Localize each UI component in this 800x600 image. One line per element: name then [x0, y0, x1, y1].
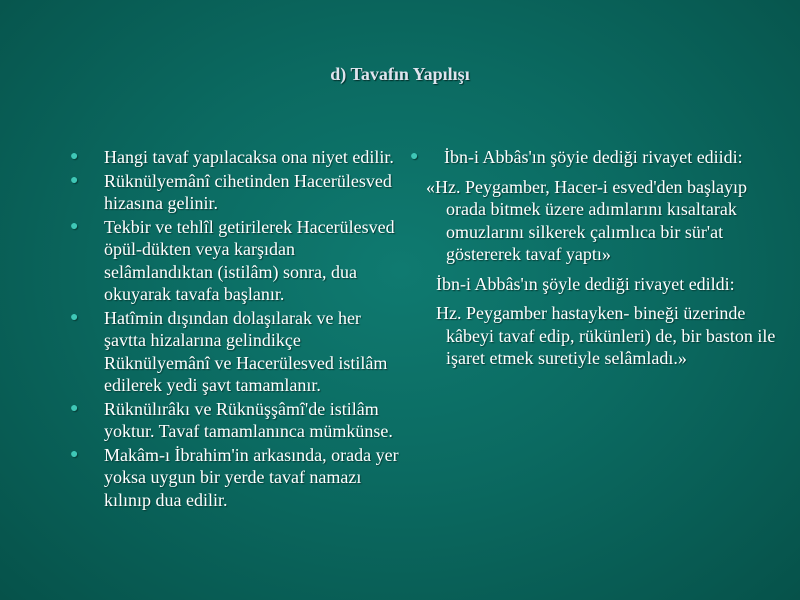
list-item — [70, 307, 400, 397]
left-column — [70, 146, 400, 512]
slide-title: d) Tavafın Yapılışı — [330, 64, 470, 84]
bullet-icon: ● — [70, 149, 79, 164]
list-item-text: Hangi tavaf yapılacaksa ona niyet edilir. — [104, 147, 394, 167]
bullet-icon: ● — [410, 149, 419, 164]
bullet-icon: ● — [70, 218, 79, 234]
bullet-icon: ● — [70, 172, 79, 188]
bullet-icon: ● — [70, 309, 79, 325]
list-item — [70, 444, 400, 512]
quote-paragraph: «Hz. Peygamber, Hacer-i esved'den başlayıp orada bitmek üzere adımlarını kısaltarak omuzlarını silkerek çalımlıca bir sür'at göstererek tavaf yaptı» — [426, 176, 748, 264]
list-item — [70, 170, 400, 215]
list-item — [410, 146, 790, 169]
list-item-text: İbn-i Abbâs'ın şöyie dediği rivayet ediidi: — [444, 147, 743, 167]
list-item — [70, 398, 400, 443]
quote-paragraph: Hz. Peygamber hastayken- bineği üzerinde kâbeyi tavaf edip, rükünleri) de, bir baston ile işaret etmek suretiyle selâmladı.» — [436, 303, 776, 368]
right-column — [410, 146, 790, 377]
list-item-text: Rüknülırâkı ve Rüknüşşâmî'de istilâm yoktur. Tavaf tamamlanınca mümkünse. — [104, 398, 393, 441]
list-item-text: Tekbir ve tehlîl getirilerek Hacerülesved öpül-dükten veya karşıdan selâmlandıktan (istilâm) sonra, dua okuyarak tavafa başlanır. — [104, 216, 395, 304]
list-item — [70, 146, 400, 169]
bullet-icon: ● — [70, 400, 79, 416]
list-item-text: Rüknülyemânî cihetinden Hacerülesved hizasına gelinir. — [104, 170, 392, 213]
list-item-text: Hatîmin dışından dolaşılarak ve her şavtta hizalarına gelindikçe Rüknülyemânî ve Hacerülesved istilâm edilerek yedi şavt tamamlanır. — [104, 307, 388, 395]
list-item — [70, 216, 400, 306]
bullet-icon: ● — [70, 446, 79, 462]
narration-paragraph: İbn-i Abbâs'ın şöyle dediği rivayet edildi: — [436, 273, 735, 294]
list-item-text: Makâm-ı İbrahim'in arkasında, orada yer yoksa uygun bir yerde tavaf namazı kılınıp dua edilir. — [104, 444, 399, 510]
